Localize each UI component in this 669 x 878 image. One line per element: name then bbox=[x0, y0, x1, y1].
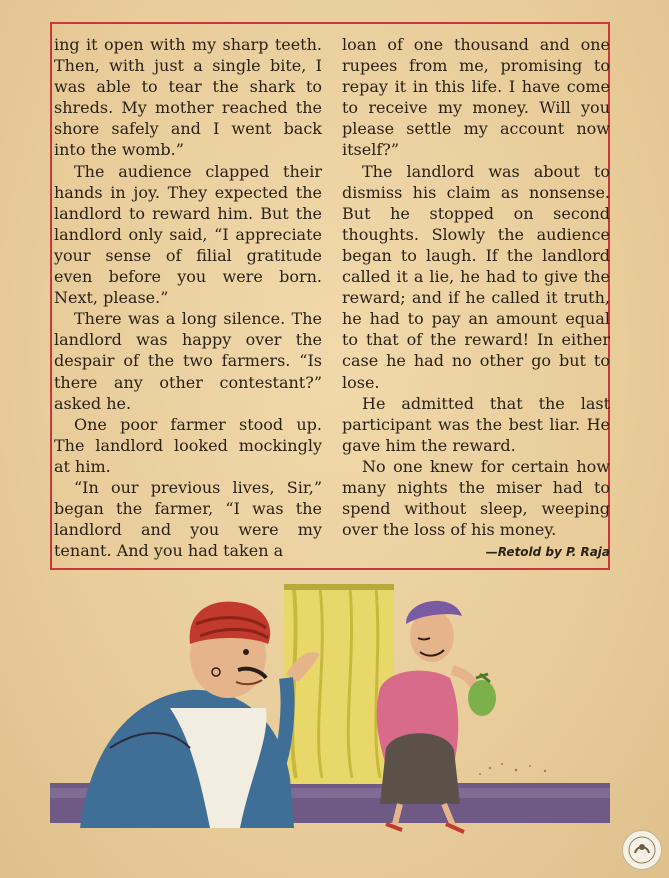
right-text-column bbox=[342, 34, 610, 563]
publisher-logo bbox=[622, 830, 662, 870]
curtain bbox=[284, 584, 394, 784]
paragraph: loan of one thousand and one rupees from me, promising to repay it in this life. I have come to receive my money. Will you please settle my account now itself?” bbox=[342, 35, 610, 160]
paragraph: ing it open with my sharp teeth. Then, with just a single bite, I was able to tear the shark to shreds. My mother reached the shore safely and I went back into the womb.” bbox=[54, 35, 322, 160]
paragraph: The landlord was about to dismiss his claim as nonsense. But he stopped on second thoughts. Slowly the audience began to laugh. If the landlord called it a lie, he had to give the reward; and if he called it truth, he had to pay an amount equal to that of the reward! In either case he had no other go but to lose. bbox=[342, 161, 610, 392]
paragraph: He admitted that the last participant was the best liar. He gave him the reward. bbox=[342, 393, 610, 455]
author-credit: —Retold by P. Raja bbox=[485, 545, 610, 560]
paragraph: There was a long silence. The landlord was happy over the despair of the two farmers. “Is there any other contestant?” asked he. bbox=[54, 309, 322, 413]
paragraph: One poor farmer stood up. The landlord looked mockingly at him. bbox=[54, 414, 322, 476]
story-text-frame bbox=[50, 22, 610, 570]
paragraph: The audience clapped their hands in joy. They expected the landlord to reward him. But the landlord only said, “I appreciate your sense of filial gratitude even before you were born. Next, please.” bbox=[54, 161, 322, 308]
paragraph: “In our previous lives, Sir,” began the farmer, “I was the landlord and you were my tenant. And you had taken a bbox=[54, 477, 322, 561]
logo-icon bbox=[627, 835, 657, 865]
story-illustration bbox=[50, 578, 610, 838]
paragraph: No one knew for certain how many nights the miser had to spend without sleep, weeping over the loss of his money. bbox=[342, 456, 610, 540]
left-text-column bbox=[54, 34, 322, 561]
